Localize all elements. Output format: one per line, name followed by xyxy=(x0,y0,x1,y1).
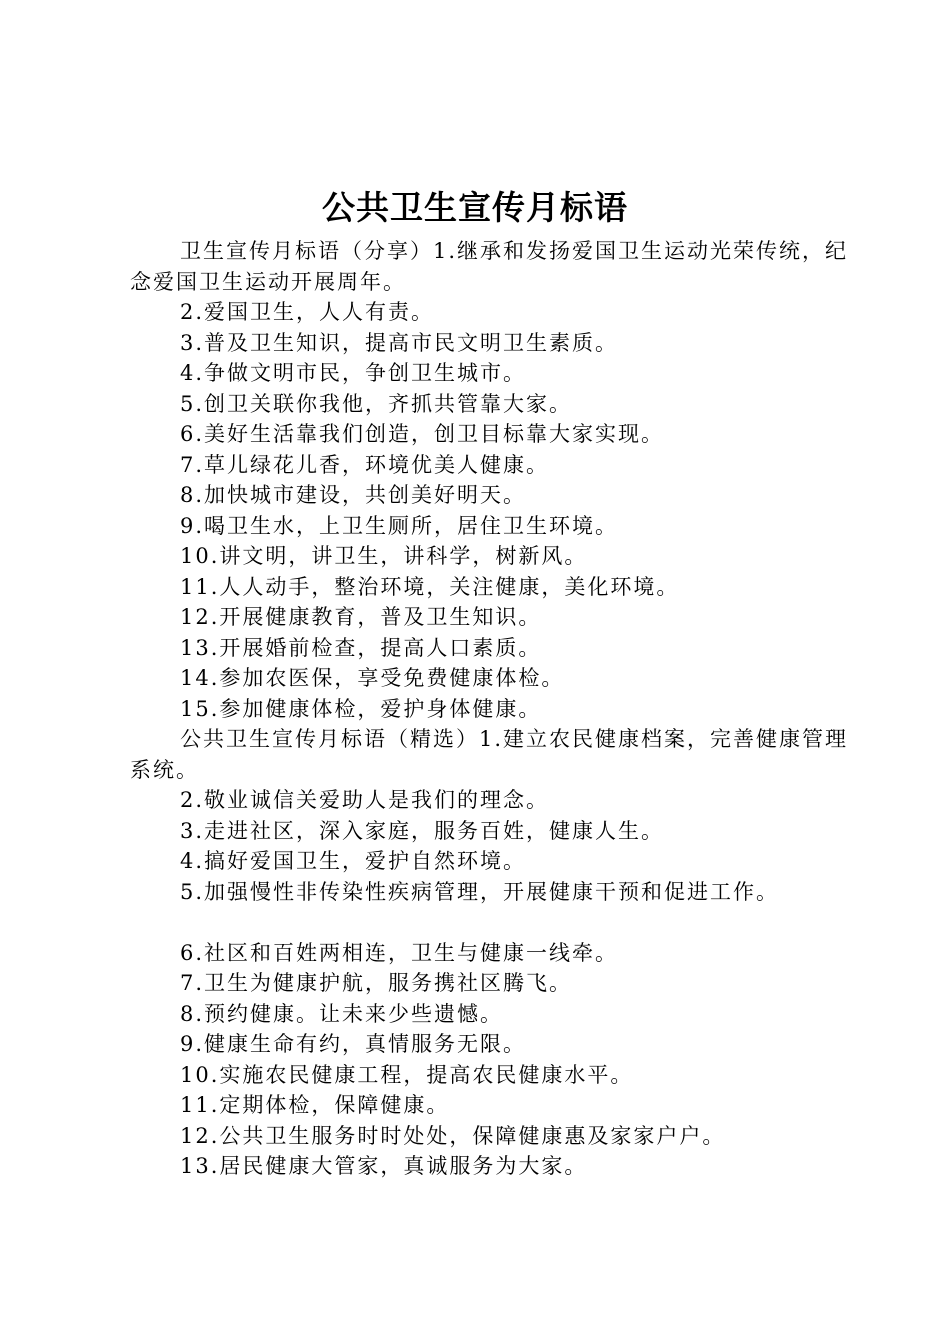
slogan-item: 3.走进社区，深入家庭，服务百姓，健康人生。 xyxy=(180,818,665,843)
slogan-item: 9.喝卫生水，上卫生厕所，居住卫生环境。 xyxy=(180,513,619,538)
section1-list xyxy=(130,297,850,724)
slogan-item: 13.开展婚前检查，提高人口素质。 xyxy=(180,635,542,660)
slogan-item: 5.加强慢性非传染性疾病管理，开展健康干预和促进工作。 xyxy=(180,879,780,904)
slogan-item: 12.开展健康教育，普及卫生知识。 xyxy=(180,605,542,629)
slogan-item: 10.实施农民健康工程，提高农民健康水平。 xyxy=(180,1062,634,1087)
slogan-item: 2.敬业诚信关爱助人是我们的理念。 xyxy=(180,788,550,812)
slogan-item: 7.卫生为健康护航，服务携社区腾飞。 xyxy=(180,971,573,995)
slogan-item: 11.人人动手，整治环境，关注健康，美化环境。 xyxy=(180,574,680,599)
slogan-item: 4.争做文明市民，争创卫生城市。 xyxy=(180,361,527,385)
slogan-item: 8.加快城市建设，共创美好明天。 xyxy=(180,483,527,507)
section2-list-a xyxy=(130,785,850,907)
section2-list-b xyxy=(130,938,850,1182)
blank-line xyxy=(130,907,850,938)
slogan-item: 6.社区和百姓两相连，卫生与健康一线牵。 xyxy=(180,940,619,965)
slogan-item: 11.定期体检，保障健康。 xyxy=(180,1093,450,1117)
slogan-item: 4.搞好爱国卫生，爱护自然环境。 xyxy=(180,849,527,873)
slogan-item: 13.居民健康大管家，真诚服务为大家。 xyxy=(180,1154,588,1178)
section2-intro: 公共卫生宣传月标语（精选）1.建立农民健康档案，完善健康管理系统。 xyxy=(130,727,849,782)
slogan-item: 2.爱国卫生，人人有责。 xyxy=(180,300,435,324)
slogan-item: 7.草儿绿花儿香，环境优美人健康。 xyxy=(180,452,550,477)
slogan-item: 8.预约健康。让未来少些遗憾。 xyxy=(180,1001,504,1026)
slogan-item: 3.普及卫生知识，提高市民文明卫生素质。 xyxy=(180,330,619,355)
slogan-item: 9.健康生命有约，真情服务无限。 xyxy=(180,1032,527,1056)
document-body xyxy=(130,236,850,1182)
slogan-item: 6.美好生活靠我们创造，创卫目标靠大家实现。 xyxy=(180,422,665,446)
slogan-item: 14.参加农医保，享受免费健康体检。 xyxy=(180,666,565,690)
section1-intro: 卫生宣传月标语（分享）1.继承和发扬爱国卫生运动光荣传统，纪念爱国卫生运动开展周年。 xyxy=(130,239,849,294)
document-title: 公共卫生宣传月标语 xyxy=(322,188,628,227)
slogan-item: 15.参加健康体检，爱护身体健康。 xyxy=(180,696,542,721)
slogan-item: 5.创卫关联你我他，齐抓共管靠大家。 xyxy=(180,391,573,416)
slogan-item: 10.讲文明，讲卫生，讲科学，树新风。 xyxy=(180,544,588,568)
slogan-item: 12.公共卫生服务时时处处，保障健康惠及家家户户。 xyxy=(180,1123,726,1148)
